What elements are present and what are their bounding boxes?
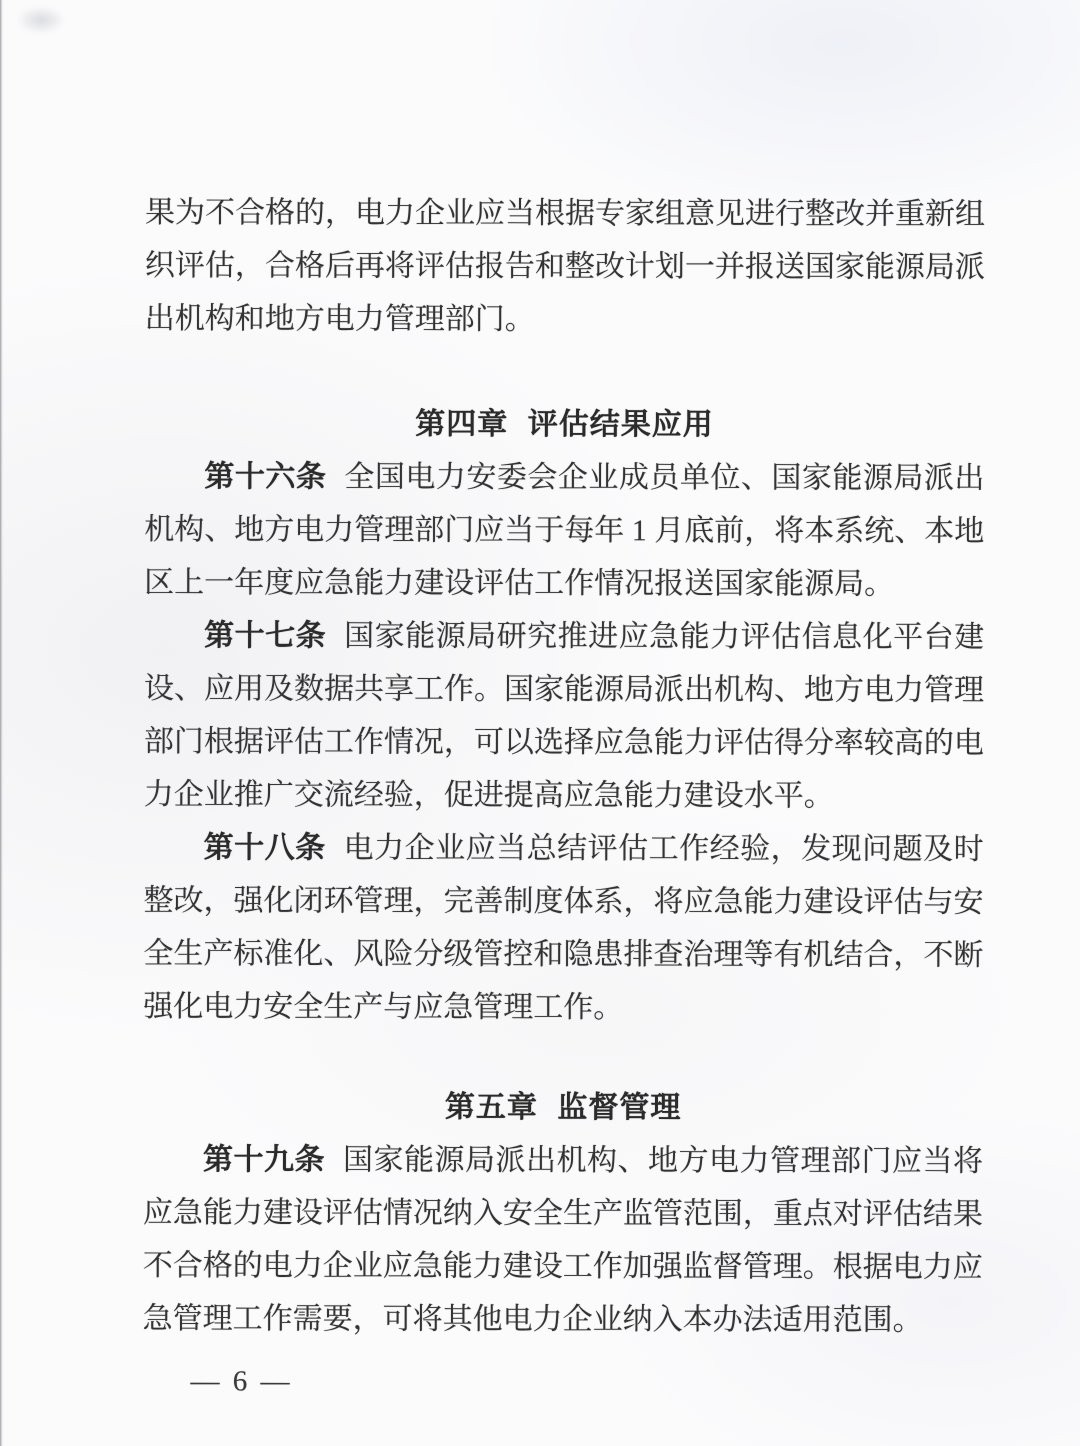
article-17-text: 国家能源局研究推进应急能力评估信息化平台建设、应用及数据共享工作。国家能源局派出机构、地方电力管理部门根据评估工作情况，可以选择应急能力评估得分率较高的电力企业推广交流经验，促进提高应急能力建设水平。 xyxy=(143,619,985,813)
article-19-paragraph xyxy=(143,1133,983,1347)
chapter-4-heading xyxy=(144,397,984,452)
article-18-text: 电力企业应当总结评估工作经验，发现问题及时整改，强化闭环管理，完善制度体系，将应急能力建设评估与安全生产标准化、风险分级管控和隐患排查治理等有机结合，不断强化电力安全生产与应急管理工作。 xyxy=(143,831,984,1025)
page-number: — 6 — xyxy=(190,1365,293,1398)
chapter-4-number: 第四章 xyxy=(415,407,509,441)
chapter-5-title: 监督管理 xyxy=(557,1091,682,1125)
article-16-number: 第十六条 xyxy=(204,460,327,494)
article-16-text: 全国电力安委会企业成员单位、国家能源局派出机构、地方电力管理部门应当于每年 1 月底前，将本系统、本地区上一年度应急能力建设评估工作情况报送国家能源局。 xyxy=(144,460,985,601)
chapter-5-heading xyxy=(143,1080,983,1135)
article-17-number: 第十七条 xyxy=(204,619,327,653)
chapter-5-number: 第五章 xyxy=(444,1090,538,1125)
article-19-text: 国家能源局派出机构、地方电力管理部门应当将应急能力建设评估情况纳入安全生产监管范围，重点对评估结果不合格的电力企业应急能力建设工作加强监督管理。根据电力应急管理工作需要，可将其他电力企业纳入本办法适用范围。 xyxy=(142,1143,984,1337)
article-19-number: 第十九条 xyxy=(202,1143,326,1177)
chapter-4-title: 评估结果应用 xyxy=(527,407,714,442)
article-16-paragraph xyxy=(144,450,984,611)
article-18-paragraph xyxy=(143,821,983,1035)
paragraph-continuation: 果为不合格的，电力企业应当根据专家组意见进行整改并重新组织评估，合格后再将评估报告和整改计划一并报送国家能源局派出机构和地方电力管理部门。 xyxy=(144,196,986,336)
article-17-paragraph xyxy=(144,609,984,823)
article-18-number: 第十八条 xyxy=(203,831,326,865)
